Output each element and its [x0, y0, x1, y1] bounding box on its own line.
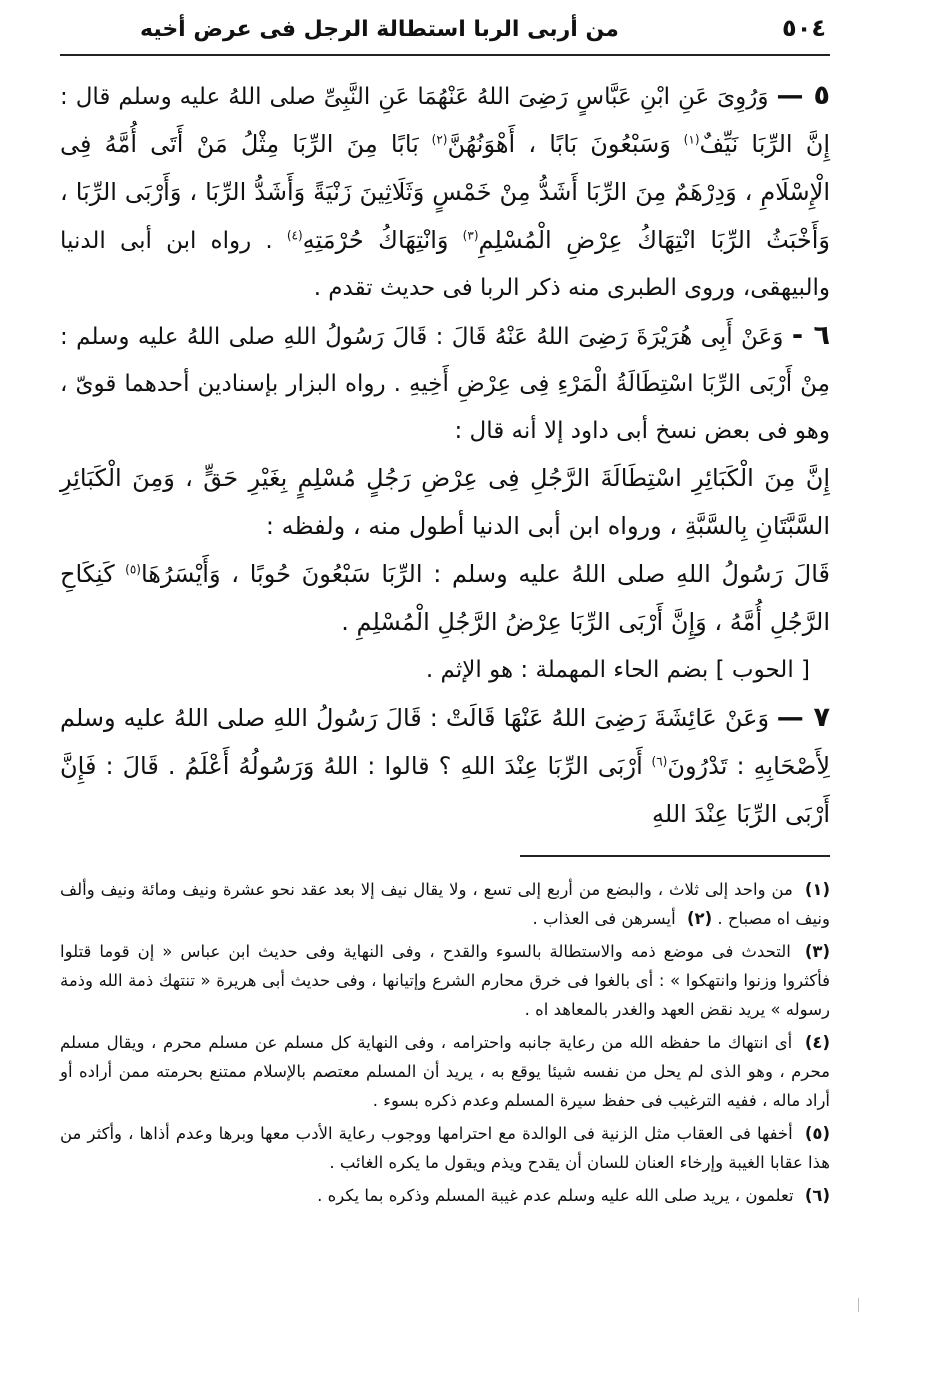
- hadith-number: ٦ -: [791, 320, 831, 351]
- footnote-number: (٥): [804, 1124, 830, 1143]
- hadith-6-variant-2: [60, 551, 830, 647]
- hadith-7: [60, 694, 830, 839]
- footnote-1: [60, 875, 830, 933]
- hadith-quote: وَسَبْعُونَ بَابًا ، أَهْوَنُهُنَّ: [447, 130, 671, 158]
- footnote-ref[interactable]: (٥): [125, 562, 141, 577]
- hadith-number: ٧ —: [776, 702, 831, 733]
- footnote-5: [60, 1119, 830, 1177]
- footnote-text: التحدث فى موضع ذمه والاستطالة بالسوء والقدح ، وفى النهاية وفى حديث ابن عباس « إن قوما قتلوا فأكثروا وزنوا وانتهكوا » : أى بالغوا فى خرق محارم الشرع وإتيانها ، وفى حديث أبى هريرة « تنتهك ذمة الله وذمة رسوله » يريد نقض العهد والغدر بالمعاهد اه .: [60, 942, 830, 1019]
- running-header: [60, 14, 830, 54]
- hadith-quote: إِنَّ مِنَ الْكَبَائِرِ اسْتِطَالَةَ الرَّجُلِ فِى عِرْضِ رَجُلٍ مُسْلِمٍ بِغَيْرِ حَقٍّ ، وَمِنَ الْكَبَائِرِ السَّبَّتَانِ بِالسَّبَّةِ ، ورواه ابن أبى الدنيا أطول منه ، ولفظه :: [60, 464, 830, 540]
- header-rule: [60, 54, 830, 56]
- footnote-ref[interactable]: (٦): [651, 754, 668, 769]
- footnote-ref[interactable]: (٣): [462, 228, 479, 243]
- hadith-number: ٥ —: [776, 80, 831, 111]
- footnote-ref[interactable]: (٤): [286, 228, 303, 243]
- footnote-ref[interactable]: (٢): [431, 132, 448, 147]
- hadith-text: وَرُوِىَ عَنِ ابْنِ عَبَّاسٍ رَضِىَ اللهُ عَنْهُمَا عَنِ النَّبِىِّ صلى اللهُ عليه وسلم قال :: [60, 84, 769, 110]
- footnote-number: (٣): [804, 942, 830, 961]
- footnote-number: (٤): [804, 1033, 831, 1052]
- footnote-text: أخفها فى العقاب مثل الزنية فى الوالدة مع احترامها ووجوب رعاية الأدب معها وبرها وعدم أذاها ، وأكثر من هذا عقابا الغيبة وإرخاء العنان للسان أن يقدح ويذم ويقول ما يكره الغائب .: [60, 1124, 830, 1172]
- glossary-note: [ الحوب ] بضم الحاء المهملة : هو الإثم .: [425, 657, 810, 683]
- hadith-quote: كَنِكَاحِ الرَّجُلِ أُمَّهُ ، وَإِنَّ أَرْبَى الرِّبَا عِرْضُ الرَّجُلِ الْمُسْلِمِ .: [60, 560, 830, 636]
- hadith-6-variant: [60, 455, 830, 551]
- footnote-text: أى انتهاك ما حفظه الله من رعاية جانبه واحترامه ، وفى النهاية كل مسلم عن مسلم محرم ، ويقال مسلم محرم ، وهو الذى لم يحل من نفسه شيئا يوقع به ، يريد أن المسلم معتصم بالإسلام ممتنع بحرمته ممن أراده أو أراد ماله ، ففيه الترغيب فى حفظ سيرة المسلم وعدم ذكره بسوء .: [60, 1033, 830, 1110]
- footnote-text: من واحد إلى ثلاث ، والبضع من أربع إلى تسع ، ولا يقال نيف إلا بعد عقد نحو عشرة ونيف ومائة ونيف وألف ونيف اه مصباح .: [60, 880, 830, 928]
- margin-mark: [858, 1298, 859, 1312]
- book-page: [60, 14, 830, 1214]
- hadith-5: [60, 72, 830, 312]
- footnote-3: [60, 937, 830, 1024]
- hadith-quote: قَالَ رَسُولُ اللهِ صلى اللهُ عليه وسلم : الرِّبَا سَبْعُونَ حُوبًا ، وَأَيْسَرُهَا: [140, 560, 831, 588]
- hadith-6: [60, 312, 830, 455]
- footnotes: [60, 875, 830, 1210]
- hadith-quote: بَابًا مِنَ الرِّبَا مِثْلُ مَنْ أَتَى أُمَّهُ فِى الْإِسْلَامِ ، وَدِرْهَمٌ مِنَ الرِّبَا أَشَدُّ مِنْ خَمْسٍ وَثَلَاثِينَ زَنْيَةً وَأَشَدُّ الرِّبَا ، وَأَرْبَى الرِّبَا ، وَأَخْبَثُ الرِّبَا انْتِهَاكُ عِرْضِ الْمُسْلِمِ: [60, 130, 831, 254]
- hadith-text: أَرْبَى الرِّبَا عِنْدَ اللهِ ؟ قالوا : اللهُ وَرَسُولُهُ أَعْلَمُ . قَالَ : فَإِنَّ أَرْبَى الرِّبَا عِنْدَ اللهِ: [60, 752, 830, 828]
- footnote-text: تعلمون ، يريد صلى الله عليه وسلم عدم غيبة المسلم وذكره بما يكره .: [317, 1186, 794, 1205]
- footnote-4: [60, 1028, 830, 1115]
- footnote-number: (٢): [686, 909, 713, 928]
- page-number: ٥٠٤: [782, 14, 826, 42]
- footnote-ref[interactable]: (١): [683, 132, 700, 147]
- footnote-6: [60, 1181, 830, 1210]
- footnote-text: أيسرهن فى العذاب .: [532, 909, 676, 928]
- footnote-rule: [520, 855, 830, 857]
- main-text: [60, 72, 830, 839]
- running-title: من أربى الربا استطالة الرجل فى عرض أخيه: [140, 17, 619, 42]
- hadith-source: . رواه ابن أبى الدنيا والبيهقى، وروى الطبرى منه ذكر الربا فى حديث تقدم .: [60, 228, 830, 301]
- hadith-text: وَعَنْ عَائِشَةَ رَضِىَ اللهُ عَنْهَا قَالَتْ : قَالَ رَسُولُ اللهِ صلى اللهُ عليه وسلم لِأَصْحَابِهِ : تَدْرُونَ: [60, 704, 831, 780]
- footnote-number: (١): [804, 880, 830, 899]
- hadith-text: وَعَنْ أَبِى هُرَيْرَةَ رَضِىَ اللهُ عَنْهُ قَالَ : قَالَ رَسُولُ اللهِ صلى اللهُ عليه وسلم : مِنْ أَرْبَى الرِّبَا اسْتِطَالَةُ الْمَرْءِ فِى عِرْضِ أَخِيهِ . رواه البزار بإسنادين أحدهما قوىّ ، وهو فى بعض نسخ أبى داود إلا أنه قال :: [60, 324, 830, 444]
- hadith-quote: وَانْتِهَاكُ حُرْمَتِهِ: [302, 226, 449, 254]
- footnote-number: (٦): [804, 1186, 830, 1205]
- hadith-quote: إِنَّ الرِّبَا نَيِّفٌ: [699, 130, 831, 158]
